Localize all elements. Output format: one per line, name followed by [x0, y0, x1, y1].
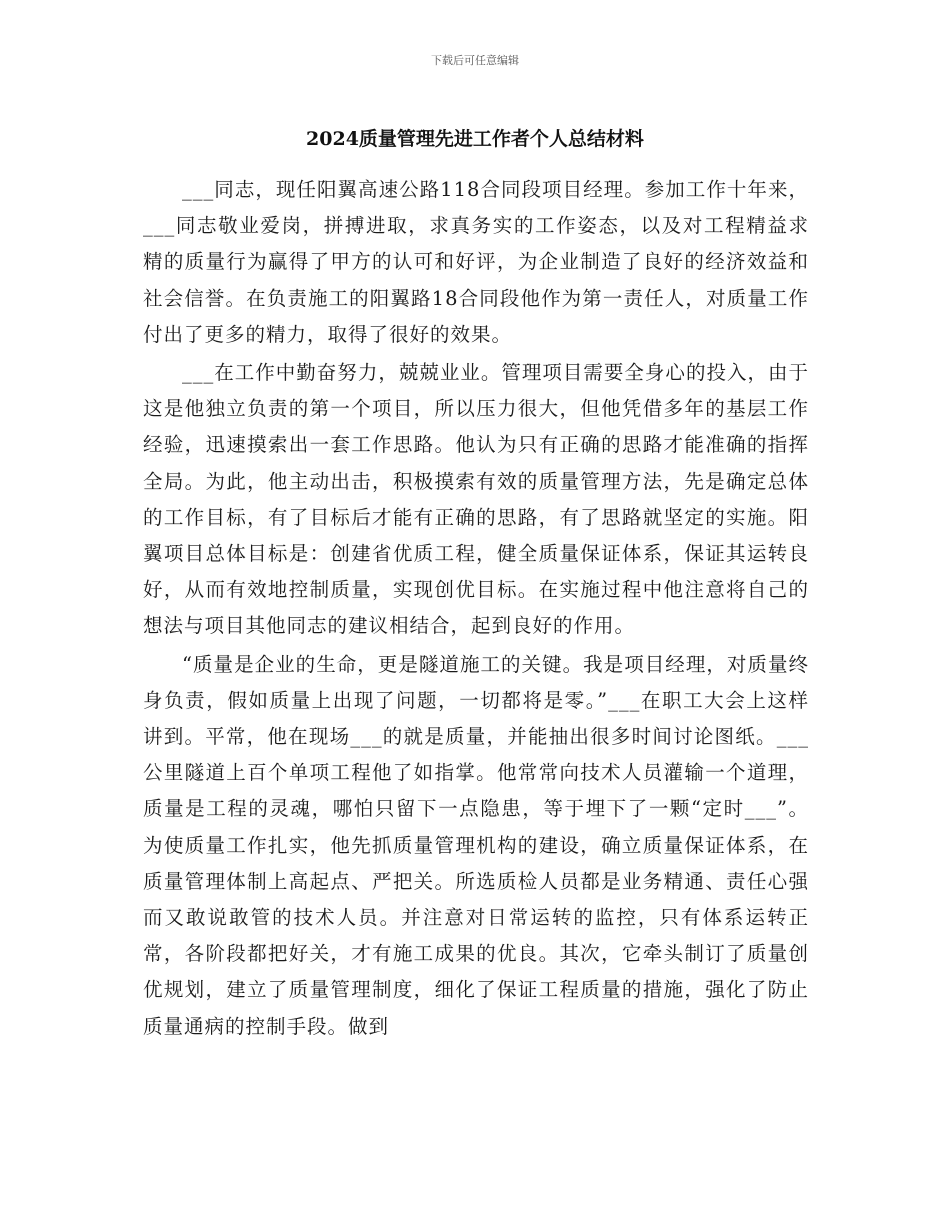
page-header-note: 下载后可任意编辑 [431, 54, 519, 67]
paragraph-1: ___同志，现任阳翼高速公路118合同段项目经理。参加工作十年来，___同志敬业爱岗，拼搏进取，求真务实的工作姿态，以及对工程精益求精的质量行为赢得了甲方的认可和好评，为企业制造了良好的经济效益和社会信誉。在负责施工的阳翼路18合同段他作为第一责任人，对质量工作付出了更多的精力，取得了很好的效果。 [143, 178, 809, 346]
document-body [143, 172, 809, 1047]
document-title: 2024质量管理先进工作者个人总结材料 [306, 128, 644, 150]
paragraph-2: ___在工作中勤奋努力，兢兢业业。管理项目需要全身心的投入，由于这是他独立负责的第一个项目，所以压力很大，但他凭借多年的基层工作经验，迅速摸索出一套工作思路。他认为只有正确的思路才能准确的指挥全局。为此，他主动出击，积极摸索有效的质量管理方法，先是确定总体的工作目标，有了目标后才能有正确的思路，有了思路就坚定的实施。阳翼项目总体目标是：创建省优质工程，健全质量保证体系，保证其运转良好，从而有效地控制质量，实现创优目标。在实施过程中他注意将自己的想法与项目其他同志的建议相结合，起到良好的作用。 [143, 361, 809, 638]
paragraph-3: “质量是企业的生命，更是隧道施工的关键。我是项目经理，对质量终身负责，假如质量上出现了问题，一切都将是零。”___在职工大会上这样讲到。平常，他在现场___的就是质量，并能抽出很多时间讨论图纸。___公里隧道上百个单项工程他了如指掌。他常常向技术人员灌输一个道理，质量是工程的灵魂，哪怕只留下一点隐患，等于埋下了一颗“定时___”。为使质量工作扎实，他先抓质量管理机构的建设，确立质量保证体系，在质量管理体制上高起点、严把关。所选质检人员都是业务精通、责任心强而又敢说敢管的技术人员。并注意对日常运转的监控，只有体系运转正常，各阶段都把好关，才有施工成果的优良。其次，它牵头制订了质量创优规划，建立了质量管理制度，细化了保证工程质量的措施，强化了防止质量通病的控制手段。做到 [143, 652, 809, 1038]
